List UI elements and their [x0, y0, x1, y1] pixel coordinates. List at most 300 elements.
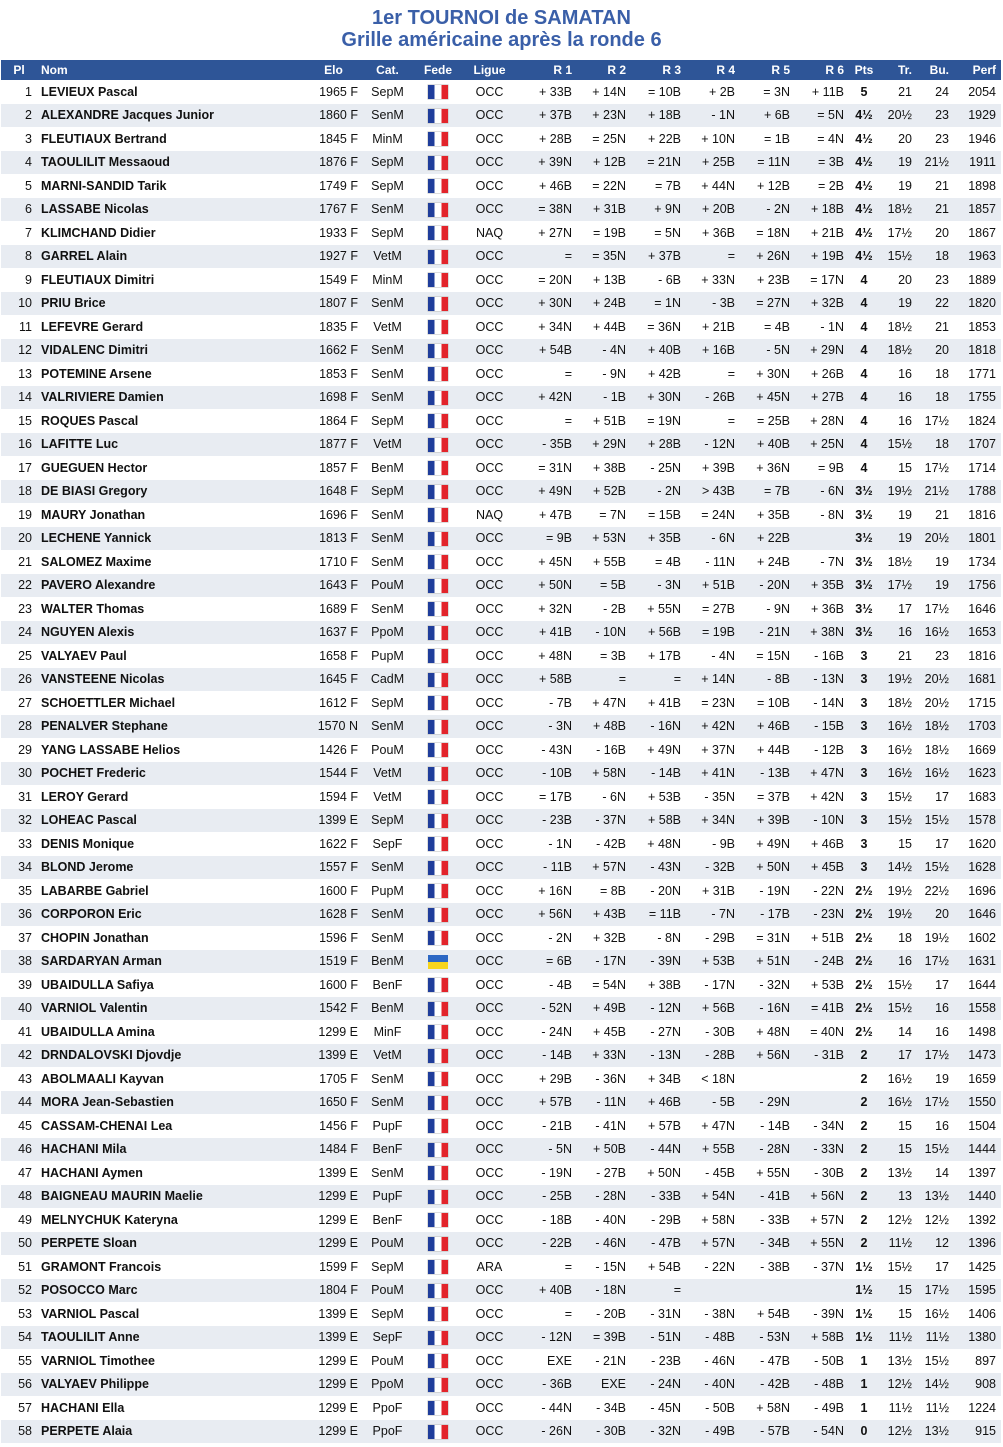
cell-pts: 2	[860, 1189, 868, 1204]
cell-tr: 17½	[887, 578, 912, 593]
cell-tr: 15½	[887, 813, 912, 828]
cell-r6	[795, 527, 849, 551]
cell-r3: + 48N	[647, 836, 681, 851]
cell-bu: 18	[935, 366, 949, 381]
cell-elo: 1600 F	[319, 977, 358, 992]
cell-nom: KLIMCHAND Didier	[41, 225, 156, 240]
cell-r1: EXE	[546, 1353, 572, 1368]
cell-bu: 17	[935, 789, 949, 804]
cell-pl: 43	[18, 1071, 32, 1086]
cell-r1: + 39N	[538, 155, 572, 170]
cell-r3: + 30N	[647, 390, 681, 405]
cell-r1: + 48N	[538, 648, 572, 663]
cell-pl: 34	[18, 860, 32, 875]
cell-ligue: OCC	[475, 883, 504, 898]
cell-ligue: OCC	[475, 249, 504, 264]
header-r5: R 5	[771, 63, 790, 77]
cell-elo: 1426 F	[319, 742, 358, 757]
cell-r2: - 18N	[595, 1283, 626, 1298]
france-flag-icon	[428, 1096, 448, 1110]
cell-elo: 1876 F	[319, 155, 358, 170]
cell-pts: 3½	[855, 554, 873, 569]
cell-pts: 3½	[855, 578, 873, 593]
cell-tr: 18½	[887, 202, 912, 217]
cell-r2: + 14N	[592, 84, 626, 99]
cell-r5: - 38B	[760, 1259, 790, 1274]
cell-perf: 897	[975, 1353, 996, 1368]
cell-ligue: OCC	[475, 578, 504, 593]
cell-bu: 16	[935, 1024, 949, 1039]
cell-nom: DENIS Monique	[41, 836, 135, 851]
france-flag-icon	[428, 767, 448, 781]
cell-r3: + 50N	[647, 1165, 681, 1180]
cell-perf: 908	[975, 1377, 996, 1392]
cell-fede	[412, 268, 464, 292]
cell-r2: - 20B	[596, 1306, 626, 1321]
cell-ligue: OCC	[475, 178, 504, 193]
cell-r2: - 16B	[596, 742, 626, 757]
cell-tr: 19½	[887, 672, 912, 687]
cell-r2: + 51B	[592, 413, 626, 428]
cell-r2: - 41N	[595, 1118, 626, 1133]
cell-r3: + 34B	[647, 1071, 681, 1086]
cell-cat: SenM	[371, 366, 404, 381]
cell-r5: = 10B	[756, 695, 790, 710]
cell-tr: 19½	[887, 484, 912, 499]
cell-bu: 16½	[924, 1306, 949, 1321]
cell-fede	[412, 1020, 464, 1044]
table-row	[1, 1020, 1001, 1044]
cell-pts: 3	[860, 648, 868, 663]
cell-r5: - 41B	[760, 1189, 790, 1204]
cell-tr: 19	[898, 296, 912, 311]
cell-bu: 17½	[924, 413, 949, 428]
cell-tr: 20½	[887, 108, 912, 123]
cell-nom: LAFITTE Luc	[41, 437, 119, 452]
cell-ligue: OCC	[475, 202, 504, 217]
table-row	[1, 1232, 1001, 1256]
france-flag-icon	[428, 696, 448, 710]
cell-r3: + 54B	[647, 1259, 681, 1274]
france-flag-icon	[428, 414, 448, 428]
france-flag-icon	[428, 85, 448, 99]
cell-elo: 1557 F	[319, 860, 358, 875]
cell-pl: 17	[18, 460, 32, 475]
cell-perf: 1669	[968, 742, 996, 757]
cell-r5: = 3N	[763, 84, 790, 99]
table-row	[1, 1091, 1001, 1115]
cell-tr: 11½	[888, 1236, 912, 1251]
cell-perf: 1224	[968, 1400, 996, 1415]
cell-perf: 1425	[968, 1259, 996, 1274]
header-cat: Cat.	[376, 63, 399, 77]
france-flag-icon	[428, 1284, 448, 1298]
cell-pts: 3	[860, 789, 868, 804]
cell-tr: 15	[898, 836, 912, 851]
cell-r5: = 37B	[756, 789, 790, 804]
table-row	[1, 315, 1001, 339]
cell-pl: 30	[18, 766, 32, 781]
cell-ligue: OCC	[475, 1189, 504, 1204]
cell-tr: 15	[898, 1306, 912, 1321]
france-flag-icon	[428, 602, 448, 616]
cell-r1: + 45N	[538, 554, 572, 569]
table-row	[1, 1302, 1001, 1326]
cell-r2: + 32B	[592, 930, 626, 945]
cell-fede	[412, 245, 464, 269]
cell-r2: = 35N	[592, 249, 626, 264]
table-row	[1, 621, 1001, 645]
cell-fede	[412, 903, 464, 927]
cell-r5: - 34B	[760, 1236, 790, 1251]
cell-pl: 6	[25, 202, 32, 217]
cell-fede	[412, 104, 464, 128]
cell-pl: 23	[18, 601, 32, 616]
cell-pts: 2½	[855, 930, 873, 945]
cell-r5: + 30N	[756, 366, 790, 381]
cell-perf: 1929	[968, 108, 996, 123]
cell-r6: + 36B	[810, 601, 844, 616]
cell-r5: = 27N	[756, 296, 790, 311]
cell-elo: 1519 F	[319, 954, 358, 969]
cell-nom: CORPORON Eric	[41, 907, 142, 922]
cell-r5: = 25B	[756, 413, 790, 428]
cell-pl: 14	[18, 390, 32, 405]
cell-tr: 16	[898, 625, 912, 640]
cell-pl: 11	[19, 319, 32, 334]
cell-perf: 1788	[968, 484, 996, 499]
cell-nom: VARNIOL Timothee	[41, 1353, 155, 1368]
cell-r2: - 11N	[596, 1095, 626, 1110]
cell-fede	[412, 1326, 464, 1350]
cell-ligue: OCC	[475, 1283, 504, 1298]
cell-nom: FLEUTIAUX Dimitri	[41, 272, 155, 287]
cell-elo: 1299 E	[318, 1377, 358, 1392]
cell-perf: 1646	[968, 601, 996, 616]
cell-r6: + 11B	[811, 84, 844, 99]
cell-bu: 20	[935, 343, 949, 358]
france-flag-icon	[428, 1166, 448, 1180]
cell-pl: 41	[18, 1024, 32, 1039]
cell-cat: PouM	[371, 1353, 404, 1368]
cell-cat: SenM	[371, 1165, 404, 1180]
cell-r4: + 51B	[701, 578, 735, 593]
table-row	[1, 550, 1001, 574]
cell-r4: - 11N	[705, 554, 735, 569]
cell-pts: 0	[860, 1424, 868, 1439]
cell-r4: - 32B	[705, 860, 735, 875]
cell-r4: - 7N	[711, 907, 735, 922]
cell-nom: NGUYEN Alexis	[41, 625, 135, 640]
cell-r4: + 47N	[701, 1118, 735, 1133]
header-pts: Pts	[854, 63, 874, 77]
cell-r4: + 25B	[701, 155, 735, 170]
cell-cat: PpoF	[372, 1400, 403, 1415]
table-row	[1, 221, 1001, 245]
cell-ligue: OCC	[475, 1048, 504, 1063]
cell-tr: 11½	[888, 1400, 912, 1415]
cell-fede	[412, 926, 464, 950]
cell-pl: 13	[18, 366, 32, 381]
cell-r4: - 28B	[705, 1048, 735, 1063]
france-flag-icon	[428, 226, 448, 240]
cell-r3: - 51N	[650, 1330, 681, 1345]
cell-r6: = 17N	[810, 272, 844, 287]
cell-pl: 33	[18, 836, 32, 851]
cell-r4: =	[727, 413, 735, 428]
cell-bu: 17½	[924, 1095, 949, 1110]
cell-r2: + 52B	[592, 484, 626, 499]
france-flag-icon	[428, 673, 448, 687]
cell-r2: + 45B	[592, 1024, 626, 1039]
table-row	[1, 174, 1001, 198]
cell-elo: 1650 F	[319, 1095, 358, 1110]
cell-r6: - 22N	[813, 883, 844, 898]
table-row	[1, 1255, 1001, 1279]
cell-tr: 15½	[887, 977, 912, 992]
cell-r1: + 58B	[538, 672, 572, 687]
cell-tr: 16	[898, 413, 912, 428]
cell-r3: + 58B	[647, 813, 681, 828]
cell-pts: 3	[860, 695, 868, 710]
cell-fede	[412, 1420, 464, 1444]
cell-r2: - 6N	[602, 789, 626, 804]
cell-r6: + 28N	[810, 413, 844, 428]
cell-fede	[412, 1067, 464, 1091]
cell-r6: - 54N	[813, 1424, 844, 1439]
cell-tr: 17½	[887, 225, 912, 240]
cell-r4: + 2B	[708, 84, 735, 99]
cell-pl: 32	[18, 813, 32, 828]
cell-r3: = 21N	[647, 155, 681, 170]
cell-r1: + 42N	[538, 390, 572, 405]
france-flag-icon	[428, 1378, 448, 1392]
cell-r6: = 3B	[817, 155, 844, 170]
cell-perf: 1816	[968, 648, 996, 663]
cell-ligue: NAQ	[475, 225, 504, 240]
cell-pts: 4	[860, 460, 868, 475]
cell-r4	[686, 1279, 740, 1303]
table-row	[1, 409, 1001, 433]
header-fede: Fede	[423, 63, 452, 77]
cell-bu: 17½	[924, 954, 949, 969]
cell-fede	[412, 1396, 464, 1420]
cell-fede	[412, 1302, 464, 1326]
cell-r3: - 13N	[650, 1048, 681, 1063]
cell-r1: + 54B	[538, 343, 572, 358]
cell-r6: - 15B	[814, 719, 844, 734]
cell-fede	[412, 550, 464, 574]
cell-r3: - 29B	[651, 1212, 681, 1227]
cell-pl: 3	[25, 131, 32, 146]
cell-r3: - 3N	[657, 578, 681, 593]
cell-cat: SepF	[372, 1330, 403, 1345]
table-row	[1, 597, 1001, 621]
cell-pl: 47	[18, 1165, 32, 1180]
cell-bu: 16	[935, 1118, 949, 1133]
table-row	[1, 1326, 1001, 1350]
cell-r1: + 34N	[538, 319, 572, 334]
cell-fede	[412, 997, 464, 1021]
table-row	[1, 856, 1001, 880]
cell-nom: VALRIVIERE Damien	[41, 390, 164, 405]
cell-perf: 1816	[968, 507, 996, 522]
cell-r3: + 56B	[647, 625, 681, 640]
cell-r2: = 25N	[592, 131, 626, 146]
cell-perf: 1440	[968, 1189, 996, 1204]
cell-perf: 1644	[968, 977, 996, 992]
cell-r5: - 32N	[759, 977, 790, 992]
cell-elo: 1549 F	[319, 272, 358, 287]
cell-fede	[412, 1185, 464, 1209]
cell-r5: + 44B	[756, 742, 790, 757]
cell-r1: + 16N	[538, 883, 572, 898]
cell-perf: 1620	[968, 836, 996, 851]
cell-elo: 1399 E	[318, 1306, 358, 1321]
cell-r1: =	[564, 1259, 572, 1274]
cell-r1: - 24N	[541, 1024, 572, 1039]
cell-fede	[412, 386, 464, 410]
cell-pts: 2½	[855, 977, 873, 992]
cell-fede	[412, 503, 464, 527]
cell-r1: + 30N	[538, 296, 572, 311]
cell-r3: + 41B	[647, 695, 681, 710]
cell-tr: 14½	[887, 860, 912, 875]
cell-r5: + 56N	[756, 1048, 790, 1063]
cell-fede	[412, 80, 464, 104]
cell-cat: MinF	[373, 1024, 402, 1039]
cell-fede	[412, 151, 464, 175]
cell-tr: 16	[898, 390, 912, 405]
cell-bu: 16	[935, 1001, 949, 1016]
cell-elo: 1299 E	[318, 1189, 358, 1204]
cell-r5: = 18N	[756, 225, 790, 240]
cell-elo: 1648 F	[319, 484, 358, 499]
cell-pts: 4	[860, 413, 868, 428]
cell-nom: VIDALENC Dimitri	[41, 343, 148, 358]
cell-r3: - 27N	[650, 1024, 681, 1039]
cell-pts: 1½	[855, 1283, 873, 1298]
cell-ligue: OCC	[475, 1118, 504, 1133]
cell-pts: 4	[860, 272, 868, 287]
cell-pts: 3	[860, 742, 868, 757]
cell-r4: + 58N	[701, 1212, 735, 1227]
cell-nom: POTEMINE Arsene	[41, 366, 152, 381]
cell-perf: 1820	[968, 296, 996, 311]
cell-r6: + 51B	[810, 930, 844, 945]
cell-r1: - 52N	[541, 1001, 572, 1016]
cell-ligue: OCC	[475, 625, 504, 640]
cell-elo: 1767 F	[319, 202, 358, 217]
cell-cat: SenM	[371, 907, 404, 922]
cell-r2: EXE	[600, 1377, 626, 1392]
cell-r6: + 21B	[810, 225, 844, 240]
cell-r5: = 1B	[763, 131, 790, 146]
cell-cat: SenM	[371, 343, 404, 358]
cell-r6	[795, 1279, 849, 1303]
cell-r2: - 10N	[595, 625, 626, 640]
cell-r1: + 28B	[538, 131, 572, 146]
cell-r5: - 28N	[759, 1142, 790, 1157]
cell-pl: 39	[18, 977, 32, 992]
cell-r2: - 37N	[595, 813, 626, 828]
cell-elo: 1600 F	[319, 883, 358, 898]
cell-tr: 18½	[887, 554, 912, 569]
cell-r6: - 16B	[814, 648, 844, 663]
cell-pl: 25	[18, 648, 32, 663]
table-row	[1, 950, 1001, 974]
cell-cat: PupM	[371, 883, 404, 898]
cell-r2: + 24B	[592, 296, 626, 311]
france-flag-icon	[428, 438, 448, 452]
cell-pts: 3	[860, 813, 868, 828]
cell-r3: = 19N	[647, 413, 681, 428]
standings-table	[1, 60, 1001, 1443]
table-row	[1, 832, 1001, 856]
cell-pl: 1	[25, 84, 32, 99]
cell-fede	[412, 221, 464, 245]
cell-pts: 3	[860, 672, 868, 687]
header-pl: Pl	[13, 63, 25, 77]
cell-cat: PouM	[371, 1283, 404, 1298]
cell-cat: SenM	[371, 930, 404, 945]
cell-r1: - 7B	[549, 695, 572, 710]
cell-nom: HACHANI Aymen	[41, 1165, 143, 1180]
france-flag-icon	[428, 931, 448, 945]
cell-elo: 1696 F	[319, 507, 358, 522]
header-bu: Bu.	[929, 63, 949, 77]
cell-nom: DRNDALOVSKI Djovdje	[41, 1048, 182, 1063]
cell-r1: + 27N	[538, 225, 572, 240]
cell-elo: 1612 F	[319, 695, 358, 710]
cell-tr: 17	[898, 601, 912, 616]
cell-r4: - 5B	[712, 1095, 735, 1110]
cell-nom: PENALVER Stephane	[41, 719, 168, 734]
cell-ligue: OCC	[475, 413, 504, 428]
table-row	[1, 668, 1001, 692]
cell-cat: PupF	[372, 1118, 403, 1133]
cell-r2: = 22N	[592, 178, 626, 193]
cell-bu: 19	[935, 554, 949, 569]
cell-r1: + 49N	[538, 484, 572, 499]
table-row	[1, 362, 1001, 386]
cell-nom: HACHANI Ella	[41, 1400, 125, 1415]
header-elo: Elo	[324, 63, 343, 77]
cell-r6	[795, 1067, 849, 1091]
cell-elo: 1399 E	[318, 1330, 358, 1345]
cell-nom: POCHET Frederic	[41, 766, 146, 781]
cell-r1: = 17B	[538, 789, 572, 804]
cell-pl: 53	[18, 1306, 32, 1321]
cell-fede	[412, 1373, 464, 1397]
cell-bu: 23	[935, 108, 949, 123]
cell-pl: 56	[18, 1377, 32, 1392]
cell-r1: =	[564, 366, 572, 381]
table-row	[1, 762, 1001, 786]
cell-ligue: OCC	[475, 789, 504, 804]
table-row	[1, 644, 1001, 668]
cell-r4: < 18N	[701, 1071, 735, 1086]
cell-ligue: OCC	[475, 648, 504, 663]
cell-perf: 1889	[968, 272, 996, 287]
header-r3: R 3	[662, 63, 681, 77]
cell-cat: PouM	[371, 1236, 404, 1251]
cell-perf: 1631	[968, 954, 996, 969]
cell-bu: 21½	[924, 155, 949, 170]
cell-pts: 4	[860, 390, 868, 405]
table-row	[1, 997, 1001, 1021]
cell-bu: 15½	[924, 813, 949, 828]
